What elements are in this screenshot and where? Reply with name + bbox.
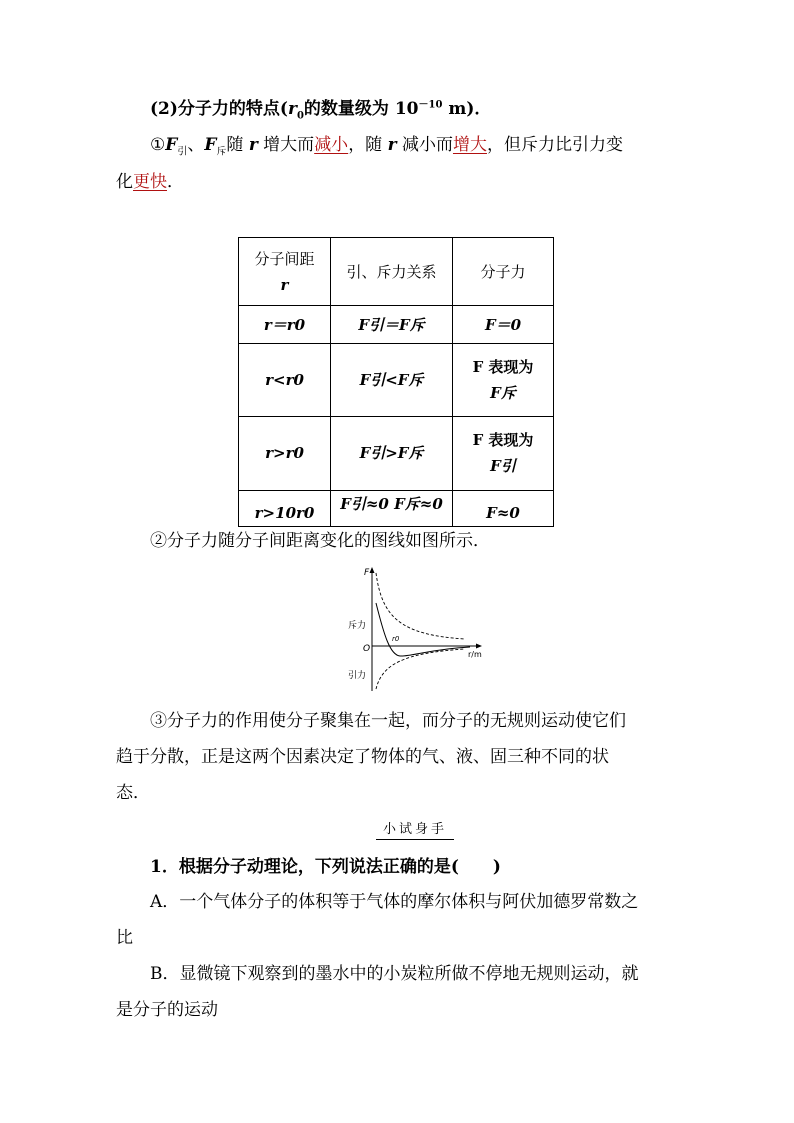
text: ，随 bbox=[348, 135, 388, 155]
symbol-f: F bbox=[204, 135, 217, 155]
section-box-title: 小试身手 bbox=[376, 818, 454, 838]
y-arrow bbox=[370, 567, 375, 573]
r0-label: r0 bbox=[392, 635, 400, 643]
point-1-line-2 bbox=[116, 170, 184, 194]
table-cell: F引<F斥 bbox=[331, 344, 453, 416]
section-heading bbox=[150, 97, 491, 121]
text: 、 bbox=[187, 135, 205, 155]
answer-blank-1: 减小 bbox=[314, 135, 349, 155]
heading-text-2: 的数量级为 10 bbox=[303, 99, 419, 119]
answer-blank-3: 更快 bbox=[133, 172, 167, 192]
table-cell: F引≈0 F斥≈0 bbox=[331, 490, 453, 526]
table-cell: r>r0 bbox=[239, 416, 331, 490]
repulsive-label: 斥力 bbox=[348, 621, 367, 631]
header-r: r bbox=[280, 275, 289, 294]
question-stem-text: 1．根据分子动理论，下列说法正确的是( ) bbox=[150, 857, 501, 877]
x-arrow bbox=[476, 644, 482, 649]
point-3-line-3: 态． bbox=[116, 783, 150, 803]
attractive-label: 引力 bbox=[348, 671, 367, 681]
table-cell: F引>F斥 bbox=[331, 416, 453, 490]
cell-line: F斥 bbox=[490, 383, 516, 402]
header-text: 分子间距 bbox=[254, 249, 315, 268]
cell-line: F 表现为 bbox=[472, 357, 534, 376]
table-cell: F＝0 bbox=[453, 306, 554, 344]
cell-line: F 表现为 bbox=[472, 431, 534, 450]
sub-yin: 引 bbox=[177, 146, 188, 158]
option-b-line-1: B．显微镜下观察到的墨水中的小炭粒所做不停地无规则运动，就 bbox=[150, 964, 639, 984]
table-cell: r＝r0 bbox=[239, 306, 331, 344]
text: 随 bbox=[226, 135, 249, 155]
heading-text: (2)分子力的特点( bbox=[150, 99, 288, 119]
table-cell: F≈0 bbox=[453, 490, 554, 526]
heading-exponent: －10 bbox=[418, 99, 443, 111]
point-3-line-2: 趋于分散，正是这两个因素决定了物体的气、液、固三种不同的状 bbox=[116, 747, 609, 767]
table-cell: r<r0 bbox=[239, 344, 331, 416]
answer-blank-2: 增大 bbox=[452, 135, 487, 155]
cell-line: F引 bbox=[490, 457, 516, 476]
option-b-line-2: 是分子的运动 bbox=[116, 1000, 218, 1020]
x-label: r/m bbox=[468, 650, 482, 659]
y-label: F bbox=[364, 568, 370, 578]
table-cell bbox=[453, 416, 554, 490]
option-a-line-2: 比 bbox=[116, 928, 133, 948]
origin-label: O bbox=[363, 644, 371, 654]
question-stem bbox=[150, 855, 501, 879]
header-cell bbox=[239, 238, 331, 306]
text: 化 bbox=[116, 172, 133, 192]
text: ① bbox=[150, 135, 166, 155]
attractive-curve bbox=[376, 649, 465, 689]
force-relation-table bbox=[238, 237, 554, 527]
text: 增大而 bbox=[257, 135, 315, 155]
heading-r: r bbox=[287, 99, 297, 119]
header-cell: 引、斥力关系 bbox=[331, 238, 453, 306]
table-cell: F引＝F斥 bbox=[331, 306, 453, 344]
net-force-curve bbox=[376, 603, 470, 656]
point-1-line-1 bbox=[150, 133, 623, 157]
heading-text-3: m)． bbox=[442, 99, 492, 119]
symbol-r: r bbox=[387, 135, 397, 155]
sub-chi: 斥 bbox=[216, 146, 227, 158]
text: ． bbox=[167, 172, 184, 192]
symbol-r: r bbox=[248, 135, 258, 155]
text: 减小而 bbox=[396, 135, 453, 155]
repulsive-curve bbox=[376, 573, 465, 639]
option-a-line-1: A．一个气体分子的体积等于气体的摩尔体积与阿伏加德罗常数之 bbox=[150, 892, 639, 912]
table-cell: r>10r0 bbox=[239, 490, 331, 526]
header-cell: 分子力 bbox=[453, 238, 554, 306]
symbol-f: F bbox=[165, 135, 178, 155]
heading-sub: 0 bbox=[296, 110, 304, 122]
text: ，但斥力比引力变 bbox=[486, 135, 623, 155]
point-2: ②分子力随分子间距离变化的图线如图所示． bbox=[150, 531, 490, 551]
table-cell bbox=[453, 344, 554, 416]
point-3-line-1: ③分子力的作用使分子聚集在一起，而分子的无规则运动使它们 bbox=[150, 711, 626, 731]
molecular-force-graph bbox=[330, 565, 510, 695]
